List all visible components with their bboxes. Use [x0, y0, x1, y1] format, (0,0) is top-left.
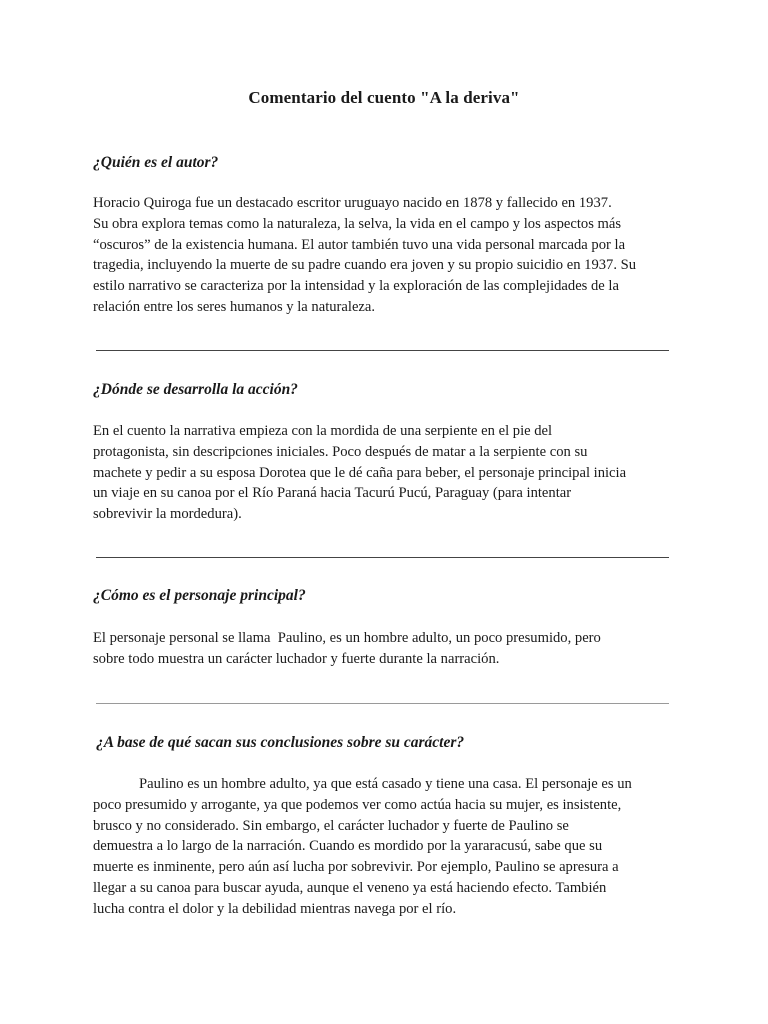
- paragraph-line: relación entre los seres humanos y la naturaleza.: [93, 298, 376, 315]
- section-heading-conclusions: ¿A base de qué sacan sus conclusiones sobre su carácter?: [96, 734, 465, 751]
- paragraph-line: muerte es inminente, pero aún así lucha por sobrevivir. Por ejemplo, Paulino se apresura a: [93, 859, 619, 876]
- paragraph-line: protagonista, sin descripciones iniciales. Poco después de matar a la serpiente con su: [93, 443, 588, 460]
- section-heading-author: ¿Quién es el autor?: [93, 154, 219, 171]
- section-paragraph-author: [93, 193, 683, 318]
- paragraph-line: poco presumido y arrogante, ya que podemos ver como actúa hacia su mujer, es insistente,: [93, 796, 622, 813]
- section-heading-character: ¿Cómo es el personaje principal?: [93, 587, 306, 604]
- paragraph-line: En el cuento la narrativa empieza con la mordida de una serpiente en el pie del: [93, 423, 553, 439]
- paragraph-line: El personaje personal se llama Paulino, es un hombre adulto, un poco presumido, pero: [93, 630, 601, 646]
- document-title: Comentario del cuento "A la deriva": [248, 88, 520, 107]
- paragraph-line: Horacio Quiroga fue un destacado escritor uruguayo nacido en 1878 y fallecido en 1937.: [93, 195, 612, 211]
- paragraph-line: sobre todo muestra un carácter luchador y fuerte durante la narración.: [93, 650, 500, 667]
- section-paragraph-setting: [93, 421, 683, 525]
- paragraph-line: Su obra explora temas como la naturaleza, la selva, la vida en el campo y los aspectos más: [93, 215, 622, 232]
- section-paragraph-character: [93, 628, 683, 670]
- section-paragraph-conclusions: [93, 774, 683, 920]
- paragraph-line: estilo narrativo se caracteriza por la intensidad y la exploración de las complejidades de la: [93, 278, 619, 295]
- section-heading-setting: ¿Dónde se desarrolla la acción?: [93, 381, 298, 398]
- paragraph-line: lucha contra el dolor y la debilidad mientras navega por el río.: [93, 900, 457, 917]
- paragraph-line: demuestra a lo largo de la narración. Cuando es mordido por la yararacusú, sabe que su: [93, 838, 603, 855]
- section-divider: [96, 350, 669, 351]
- section-divider: [96, 703, 669, 704]
- paragraph-line: “oscuros” de la existencia humana. El autor también tuvo una vida personal marcada por la: [93, 236, 626, 253]
- paragraph-line: Paulino es un hombre adulto, ya que está casado y tiene una casa. El personaje es un: [139, 776, 632, 792]
- paragraph-line: llegar a su canoa para buscar ayuda, aunque el veneno ya está haciendo efecto. También: [93, 879, 607, 896]
- paragraph-line: tragedia, incluyendo la muerte de su padre cuando era joven y su propio suicidio en 1937. Su: [93, 257, 637, 274]
- paragraph-line: machete y pedir a su esposa Dorotea que le dé caña para beber, el personaje principal inicia: [93, 464, 627, 481]
- paragraph-line: sobrevivir la mordedura).: [93, 506, 242, 523]
- paragraph-line: un viaje en su canoa por el Río Paraná hacia Tacurú Pucú, Paraguay (para intentar: [93, 485, 572, 502]
- section-divider: [96, 557, 669, 558]
- paragraph-line: brusco y no considerado. Sin embargo, el carácter luchador y fuerte de Paulino se: [93, 817, 569, 834]
